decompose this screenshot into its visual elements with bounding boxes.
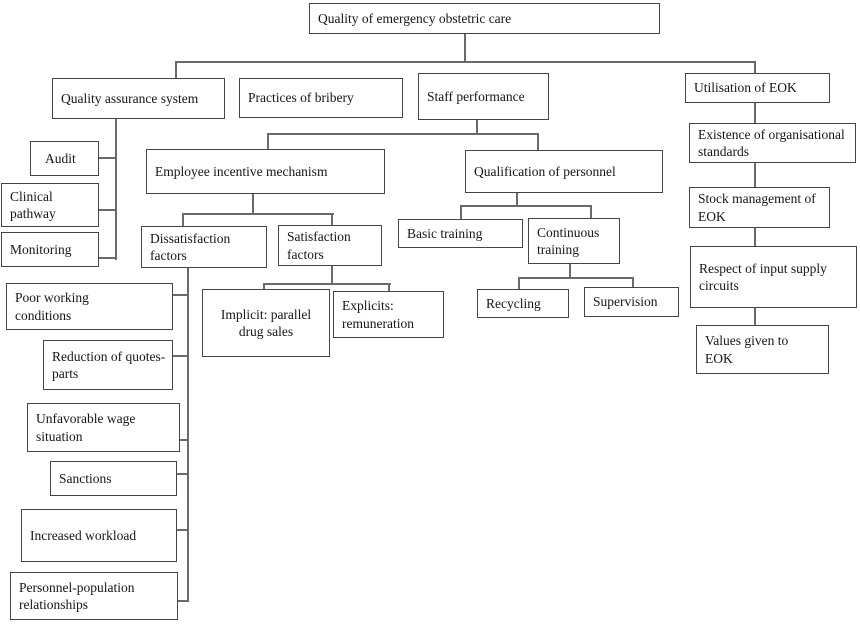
node-clinical-pathway bbox=[1, 183, 99, 227]
connector-monitoring-stub bbox=[98, 257, 116, 259]
connector-qualification-stub bbox=[537, 133, 539, 151]
connector-clinical-pathway-stub bbox=[98, 209, 116, 211]
node-label: Employee incentive mechanism bbox=[155, 163, 328, 179]
node-label: Increased workload bbox=[30, 527, 137, 543]
node-personnel-population-relationships bbox=[10, 572, 178, 620]
node-label: Basic training bbox=[407, 225, 483, 241]
node-staff-performance bbox=[418, 73, 549, 120]
node-label: Implicit: parallel drug sales bbox=[220, 306, 312, 339]
node-dissatisfaction-factors bbox=[141, 226, 267, 268]
node-label: Continuous training bbox=[537, 224, 600, 257]
connector-basic-training-stub bbox=[460, 205, 462, 220]
node-label: Stock management of EOK bbox=[698, 191, 816, 224]
node-label: Quality assurance system bbox=[61, 90, 199, 106]
connector-satisfaction-children-horizontal bbox=[263, 283, 391, 285]
node-label: Satisfaction factors bbox=[287, 229, 351, 262]
node-label: Sanctions bbox=[59, 470, 112, 486]
node-label: Unfavorable wage situation bbox=[36, 411, 136, 444]
node-label: Supervision bbox=[593, 294, 658, 310]
node-label: Explicits: remuneration bbox=[342, 298, 414, 331]
connector-utilisation-chain-1 bbox=[754, 102, 756, 124]
node-label: Utilisation of EOK bbox=[694, 80, 797, 96]
node-label: Dissatisfaction factors bbox=[150, 230, 231, 263]
node-label: Audit bbox=[45, 150, 76, 166]
connector-eim-children-horizontal bbox=[182, 213, 334, 215]
node-label: Clinical pathway bbox=[10, 188, 56, 221]
node-label: Recycling bbox=[486, 295, 541, 311]
node-monitoring bbox=[1, 232, 99, 267]
node-label: Poor working conditions bbox=[15, 290, 89, 323]
node-label: Qualification of personnel bbox=[474, 163, 616, 179]
node-label: Staff performance bbox=[427, 88, 525, 104]
connector-audit-stub bbox=[98, 157, 116, 159]
node-employee-incentive-mechanism bbox=[146, 149, 385, 194]
connector-eim-down bbox=[252, 193, 254, 215]
connector-qas-stub bbox=[175, 61, 177, 78]
node-explicits-remuneration bbox=[333, 291, 444, 338]
node-label: Practices of bribery bbox=[248, 90, 354, 106]
connector-wage-stub bbox=[179, 439, 189, 441]
connector-reduction-stub bbox=[172, 355, 189, 357]
node-label: Respect of input supply circuits bbox=[699, 260, 827, 293]
node-reduction-of-quotes-parts bbox=[43, 340, 173, 390]
connector-staff-children-horizontal bbox=[267, 133, 539, 135]
node-supervision bbox=[584, 287, 679, 317]
connector-continuous-children-horizontal bbox=[518, 277, 634, 279]
node-practices-of-bribery bbox=[239, 78, 403, 118]
connector-sanctions-stub bbox=[176, 473, 189, 475]
connector-level2-horizontal bbox=[176, 61, 756, 63]
node-values-given-to-eok bbox=[696, 325, 829, 374]
connector-personnel-stub bbox=[177, 600, 189, 602]
connector-workload-stub bbox=[176, 529, 189, 531]
node-increased-workload bbox=[21, 509, 177, 562]
node-existence-of-organisational-standards bbox=[689, 123, 856, 163]
connector-utilisation-chain-4 bbox=[754, 307, 756, 326]
node-label: Monitoring bbox=[10, 241, 72, 257]
connector-utilisation-chain-3 bbox=[754, 227, 756, 247]
node-stock-management-of-eok bbox=[689, 187, 830, 228]
node-satisfaction-factors bbox=[278, 225, 382, 266]
node-continuous-training bbox=[528, 218, 620, 264]
node-recycling bbox=[477, 289, 569, 318]
node-basic-training bbox=[398, 219, 523, 248]
connector-qualification-children-horizontal bbox=[460, 205, 592, 207]
connector-root-down bbox=[464, 34, 466, 62]
node-label: Existence of organisational standards bbox=[698, 126, 845, 159]
connector-dissatisfaction-stub bbox=[182, 213, 184, 227]
node-audit bbox=[30, 141, 99, 176]
node-unfavorable-wage-situation bbox=[27, 403, 180, 452]
connector-poor-working-stub bbox=[172, 294, 189, 296]
node-respect-of-input-supply-circuits bbox=[690, 246, 857, 308]
node-qualification-of-personnel bbox=[465, 150, 663, 193]
connector-qas-children-vertical bbox=[115, 118, 117, 260]
node-sanctions bbox=[50, 461, 177, 496]
node-quality-assurance-system bbox=[52, 78, 225, 119]
connector-eim-stub bbox=[267, 133, 269, 150]
connector-satisfaction-down bbox=[331, 265, 333, 285]
connector-utilisation-chain-2 bbox=[754, 162, 756, 188]
node-label: Personnel-population relationships bbox=[19, 579, 135, 612]
node-label: Quality of emergency obstetric care bbox=[318, 10, 512, 26]
node-label: Values given to EOK bbox=[705, 333, 789, 366]
node-poor-working-conditions bbox=[6, 283, 173, 330]
node-utilisation-of-eok bbox=[685, 73, 830, 103]
connector-dissatisfaction-children-vertical bbox=[187, 267, 189, 602]
node-label: Reduction of quotes-parts bbox=[52, 348, 166, 381]
node-root bbox=[309, 3, 660, 34]
connector-continuous-training-stub bbox=[590, 205, 592, 219]
node-implicit-parallel-drug-sales bbox=[202, 289, 330, 357]
